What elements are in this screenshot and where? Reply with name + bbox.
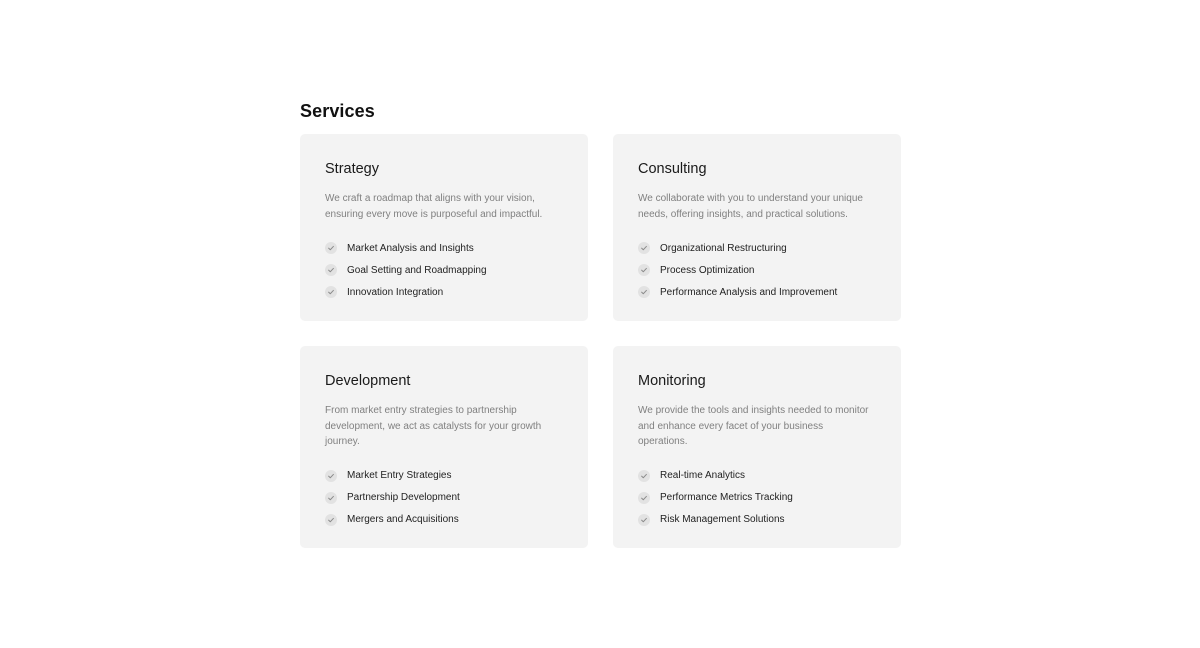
check-icon: [638, 286, 650, 298]
feature-label: Goal Setting and Roadmapping: [347, 264, 487, 276]
feature-item: [325, 237, 563, 259]
services-grid: [300, 134, 900, 548]
service-card-development: [300, 346, 588, 548]
feature-label: Partnership Development: [347, 492, 460, 503]
feature-label: Risk Management Solutions: [660, 514, 785, 525]
card-title: Strategy: [325, 161, 379, 177]
feature-item: [638, 237, 876, 259]
feature-list: [638, 237, 876, 303]
feature-label: Process Optimization: [660, 264, 755, 276]
feature-list: [325, 465, 563, 531]
check-icon: [638, 470, 650, 482]
card-description: We craft a roadmap that aligns with your vision, ensuring every move is purposeful and impactful.: [325, 193, 543, 220]
feature-list: [638, 465, 876, 531]
feature-label: Organizational Restructuring: [660, 242, 787, 254]
feature-item: [325, 509, 563, 531]
card-description: We provide the tools and insights needed to monitor and enhance every facet of your business operations.: [638, 405, 869, 447]
feature-label: Performance Analysis and Improvement: [660, 286, 838, 298]
check-icon: [325, 264, 337, 276]
card-title: Monitoring: [638, 373, 706, 389]
feature-item: [638, 487, 876, 509]
check-icon: [325, 514, 337, 526]
service-card-strategy: [300, 134, 588, 321]
check-icon: [325, 242, 337, 254]
feature-item: [638, 509, 876, 531]
service-card-monitoring: [613, 346, 901, 548]
feature-label: Market Entry Strategies: [347, 470, 452, 481]
check-icon: [638, 242, 650, 254]
card-title: Consulting: [638, 161, 707, 177]
feature-label: Performance Metrics Tracking: [660, 492, 793, 503]
card-description: From market entry strategies to partnership development, we act as catalysts for your growth journey.: [325, 405, 542, 447]
feature-label: Mergers and Acquisitions: [347, 514, 459, 525]
service-card-consulting: [613, 134, 901, 321]
check-icon: [325, 470, 337, 482]
feature-label: Market Analysis and Insights: [347, 242, 474, 254]
feature-list: [325, 237, 563, 303]
check-icon: [638, 264, 650, 276]
check-icon: [325, 286, 337, 298]
feature-item: [325, 259, 563, 281]
feature-label: Real-time Analytics: [660, 470, 746, 481]
card-description: We collaborate with you to understand your unique needs, offering insights, and practical solutions.: [638, 193, 863, 220]
services-section: [300, 100, 900, 548]
check-icon: [325, 492, 337, 504]
section-title: Services: [300, 101, 375, 121]
feature-item: [325, 487, 563, 509]
feature-item: [325, 465, 563, 487]
check-icon: [638, 514, 650, 526]
feature-item: [638, 259, 876, 281]
feature-item: [638, 465, 876, 487]
feature-item: [638, 281, 876, 303]
card-title: Development: [325, 373, 411, 389]
feature-label: Innovation Integration: [347, 286, 444, 298]
feature-item: [325, 281, 563, 303]
check-icon: [638, 492, 650, 504]
